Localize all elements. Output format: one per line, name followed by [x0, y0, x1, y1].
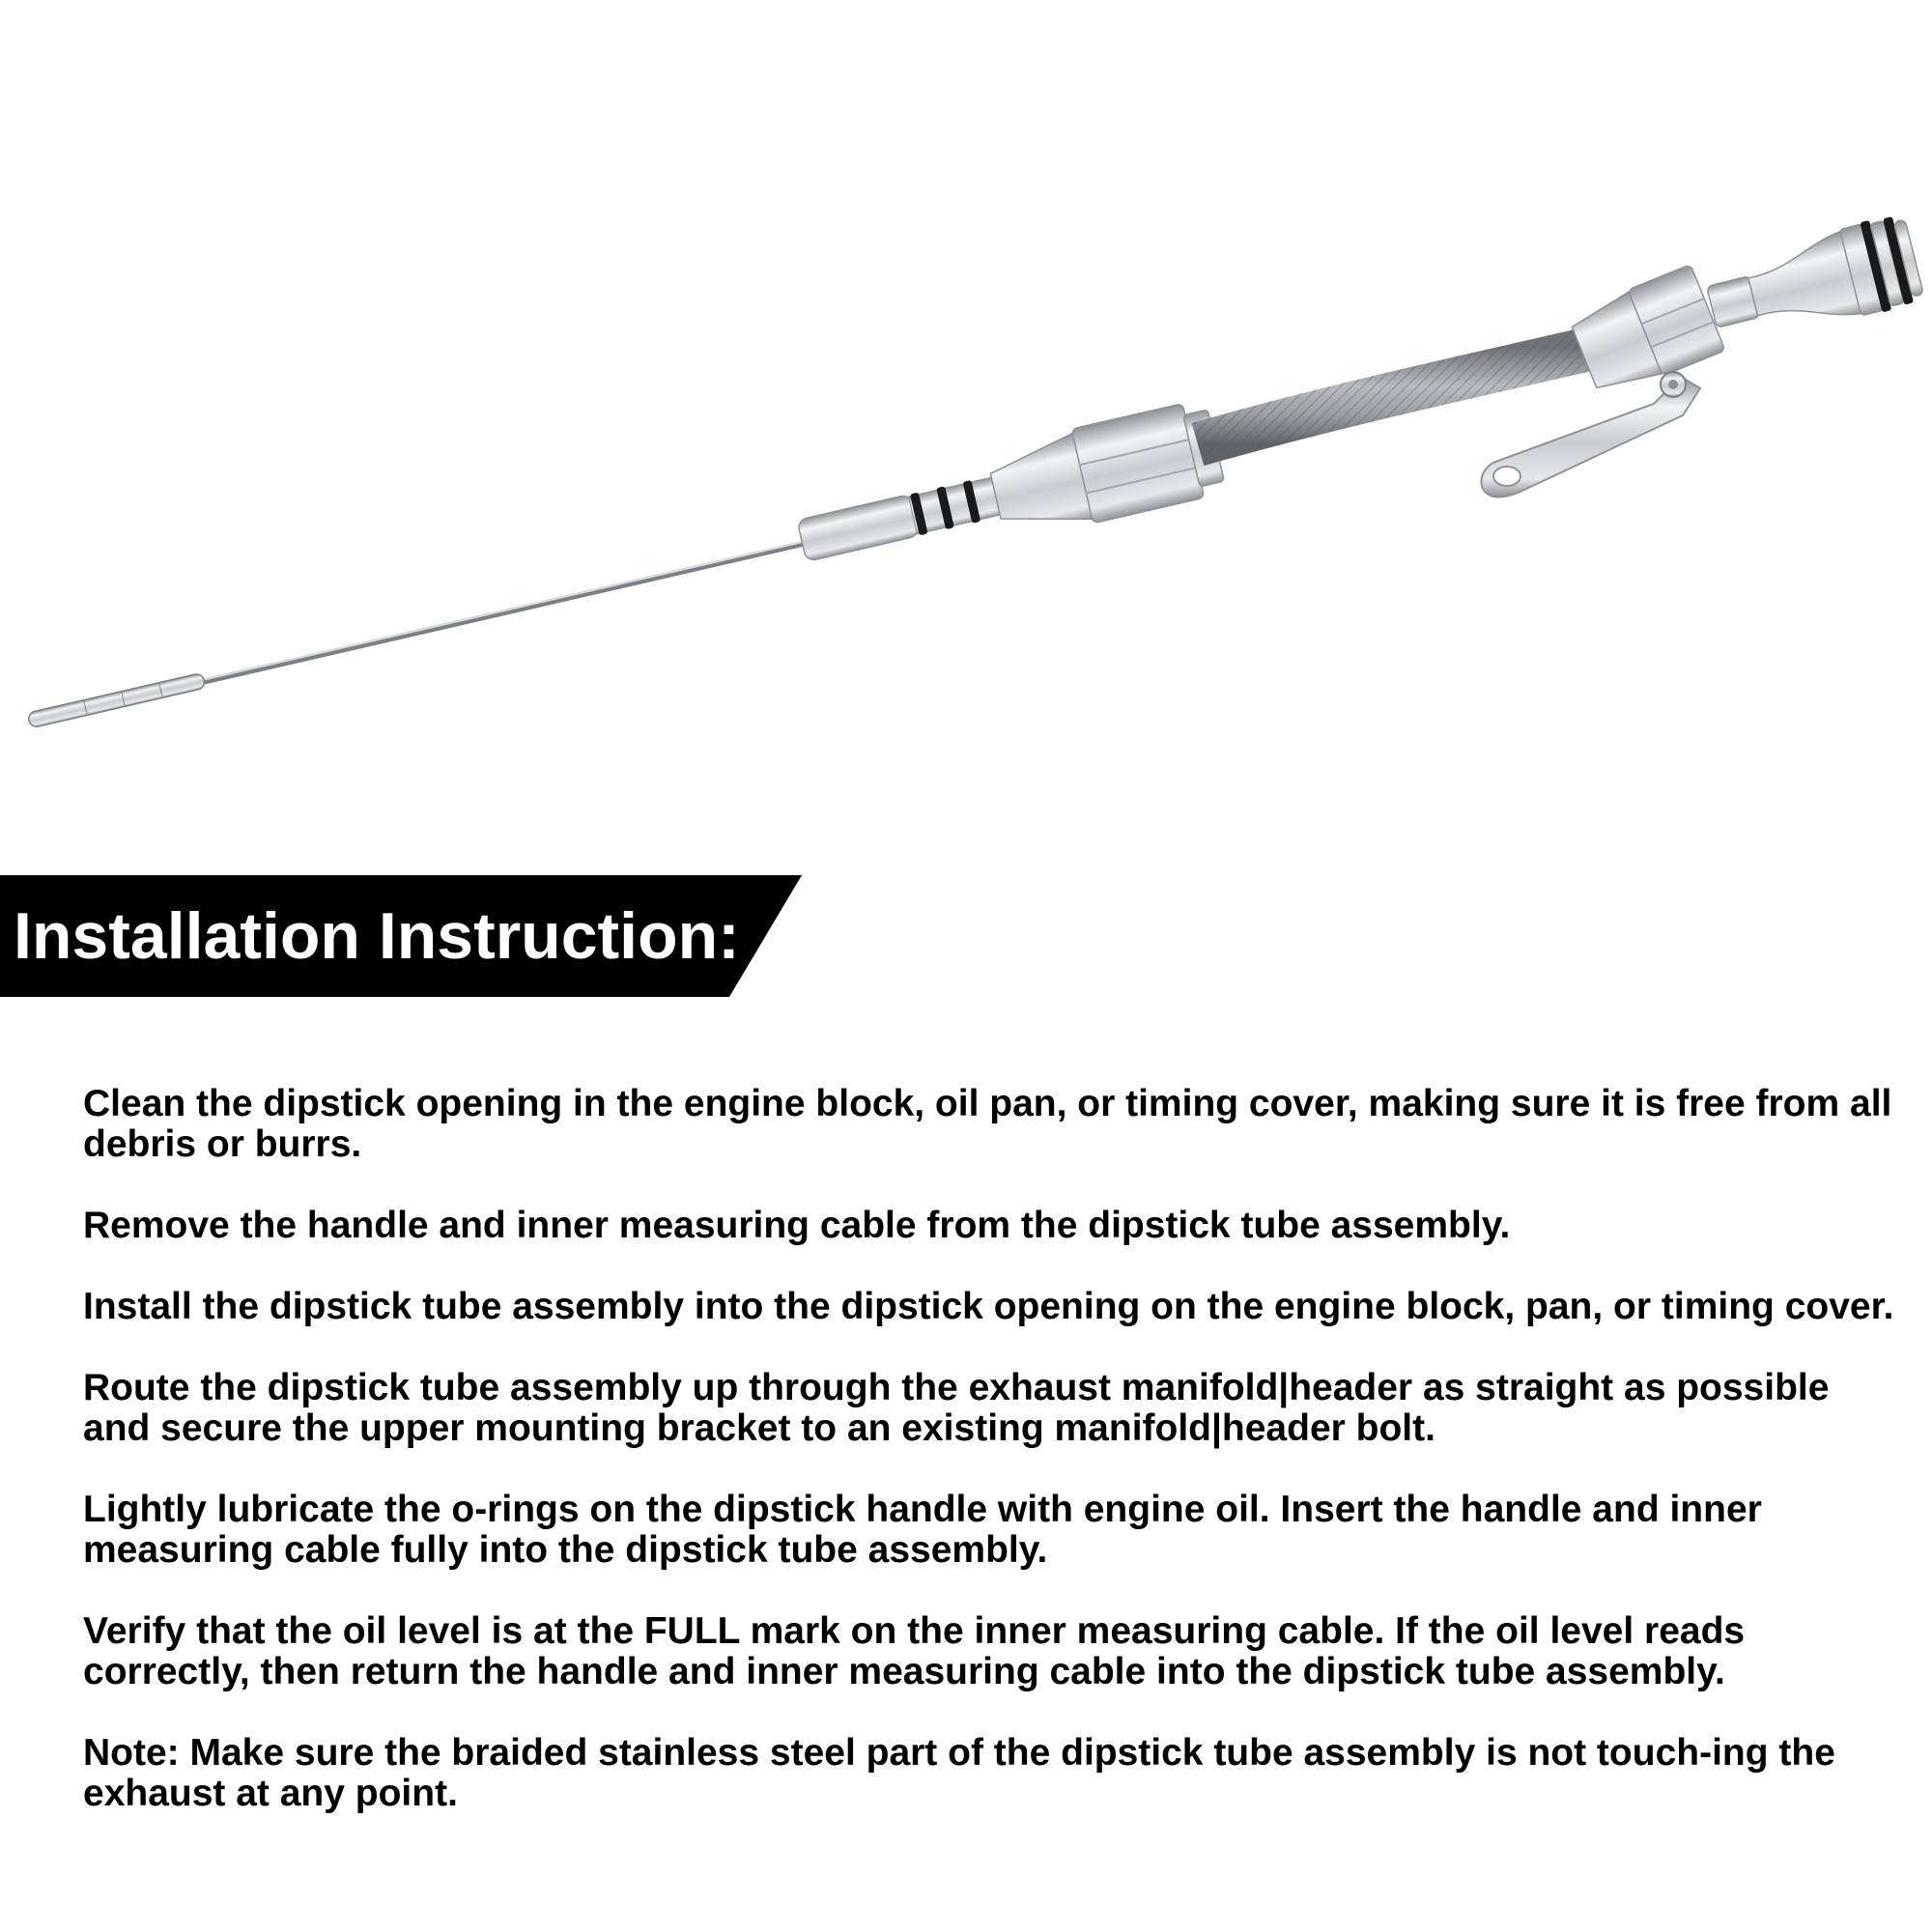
lower-fitting — [791, 398, 1227, 587]
upper-fitting — [1567, 265, 1725, 401]
mounting-bracket — [1481, 372, 1700, 497]
instruction-step-2: Remove the handle and inner measuring cable from the dipstick tube assembly. — [83, 1205, 1511, 1246]
dipstick-handle — [1700, 212, 1925, 352]
instruction-step-3: Install the dipstick tube assembly into the dipstick opening on the engine block, pan, or timing cover. — [83, 1286, 1894, 1327]
dipstick-illustration — [0, 0, 1932, 792]
title-banner — [0, 875, 802, 997]
instruction-step-1: Clean the dipstick opening in the engine block, oil pan, or timing cover, making sure it is free from all debris or burrs. — [83, 1083, 1892, 1165]
dipstick-product-image — [0, 0, 1932, 792]
cable-tip — [27, 672, 206, 727]
instruction-list — [83, 1084, 1899, 1855]
instruction-step-5: Lightly lubricate the o-rings on the dipstick handle with engine oil. Insert the handle and inner measuring cable fully into the dipstick tube assembly. — [83, 1489, 1762, 1571]
braided-tube — [1198, 348, 1594, 444]
instruction-step-4: Route the dipstick tube assembly up through the exhaust manifold|header as straight as possible and secure the upper mounting bracket to an existing manifold|header bolt. — [83, 1367, 1830, 1449]
page-title: Installation Instruction: — [14, 899, 740, 973]
instruction-step-7: Note: Make sure the braided stainless steel part of the dipstick tube assembly is not touch-ing the exhaust at any point. — [83, 1732, 1835, 1814]
instruction-step-6: Verify that the oil level is at the FULL mark on the inner measuring cable. If the oil level reads correctly, then return the handle and inner measuring cable into the dipstick tube assembly. — [83, 1610, 1746, 1692]
